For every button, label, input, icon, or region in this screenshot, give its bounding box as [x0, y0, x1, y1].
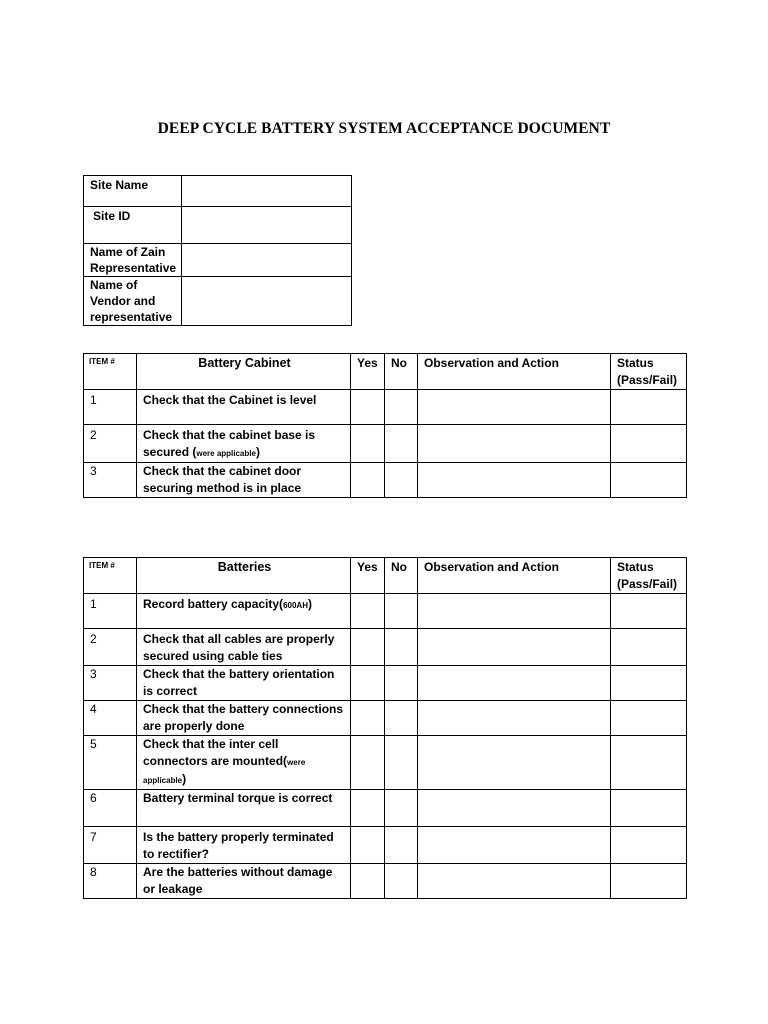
item-note: 600AH: [283, 601, 308, 610]
status-cell[interactable]: [611, 629, 687, 666]
item-number: 8: [84, 864, 137, 899]
table-row: [84, 666, 687, 701]
item-number-header: ITEM #: [84, 354, 137, 390]
observation-cell[interactable]: [418, 629, 611, 666]
item-text: Battery terminal torque is correct: [143, 791, 333, 805]
site-info-row: [84, 244, 352, 277]
vendor-representative-field[interactable]: [182, 277, 352, 326]
item-number: 1: [84, 594, 137, 629]
observation-cell[interactable]: [418, 790, 611, 827]
item-description: [137, 463, 351, 498]
table-row: [84, 594, 687, 629]
batteries-table: [83, 557, 687, 899]
no-cell[interactable]: [385, 736, 418, 790]
item-description: [137, 390, 351, 425]
yes-cell[interactable]: [351, 425, 385, 463]
table-row: [84, 463, 687, 498]
item-description: [137, 790, 351, 827]
item-text-tail: ): [307, 597, 312, 611]
table-row: [84, 790, 687, 827]
item-number: 1: [84, 390, 137, 425]
item-number: 4: [84, 701, 137, 736]
yes-cell[interactable]: [351, 666, 385, 701]
observation-cell[interactable]: [418, 425, 611, 463]
item-number: 6: [84, 790, 137, 827]
yes-header: Yes: [351, 354, 385, 390]
item-description: [137, 827, 351, 864]
no-cell[interactable]: [385, 390, 418, 425]
yes-cell[interactable]: [351, 463, 385, 498]
no-cell[interactable]: [385, 425, 418, 463]
item-description: [137, 629, 351, 666]
item-description: [137, 666, 351, 701]
item-text: Check that the inter cell connectors are mounted(: [143, 737, 288, 768]
status-cell[interactable]: [611, 827, 687, 864]
category-header: Batteries: [137, 558, 351, 594]
no-cell[interactable]: [385, 666, 418, 701]
no-header: No: [385, 558, 418, 594]
site-info-row: [84, 277, 352, 326]
status-cell[interactable]: [611, 594, 687, 629]
item-text: Check that the battery connections are properly done: [143, 702, 344, 733]
status-cell[interactable]: [611, 701, 687, 736]
table-header-row: [84, 558, 687, 594]
item-text: Check that the cabinet base is secured (: [143, 428, 316, 459]
item-description: [137, 594, 351, 629]
item-number: 3: [84, 666, 137, 701]
no-cell[interactable]: [385, 864, 418, 899]
status-header: Status (Pass/Fail): [611, 558, 687, 594]
status-cell[interactable]: [611, 463, 687, 498]
yes-cell[interactable]: [351, 790, 385, 827]
observation-cell[interactable]: [418, 736, 611, 790]
category-header: Battery Cabinet: [137, 354, 351, 390]
item-number: 7: [84, 827, 137, 864]
yes-cell[interactable]: [351, 827, 385, 864]
item-note: were applicable: [143, 758, 306, 785]
document-title: DEEP CYCLE BATTERY SYSTEM ACCEPTANCE DOCUMENT: [157, 120, 611, 137]
observation-cell[interactable]: [418, 701, 611, 736]
zain-representative-field[interactable]: [182, 244, 352, 277]
battery-cabinet-table: [83, 353, 687, 498]
site-info-row: [84, 176, 352, 207]
table-row: [84, 736, 687, 790]
status-cell[interactable]: [611, 790, 687, 827]
item-text: Check that the Cabinet is level: [143, 393, 317, 407]
vendor-representative-label: Name of Vendor and representative: [84, 277, 182, 326]
status-header: Status (Pass/Fail): [611, 354, 687, 390]
item-number: 3: [84, 463, 137, 498]
item-text: Are the batteries without damage or leakage: [143, 865, 333, 896]
item-description: [137, 425, 351, 463]
status-cell[interactable]: [611, 666, 687, 701]
observation-cell[interactable]: [418, 463, 611, 498]
status-cell[interactable]: [611, 736, 687, 790]
item-text: Record battery capacity(: [143, 597, 284, 611]
item-note: were applicable: [196, 449, 256, 458]
observation-header: Observation and Action: [418, 354, 611, 390]
status-cell[interactable]: [611, 390, 687, 425]
no-header: No: [385, 354, 418, 390]
table-row: [84, 629, 687, 666]
item-text: Is the battery properly terminated to rectifier?: [143, 830, 334, 861]
site-id-label: Site ID: [84, 207, 182, 244]
no-cell[interactable]: [385, 629, 418, 666]
observation-cell[interactable]: [418, 666, 611, 701]
item-text: Check that the battery orientation is correct: [143, 667, 335, 698]
site-id-field[interactable]: [182, 207, 352, 244]
no-cell[interactable]: [385, 463, 418, 498]
no-cell[interactable]: [385, 701, 418, 736]
item-number-header: ITEM #: [84, 558, 137, 594]
observation-cell[interactable]: [418, 594, 611, 629]
status-cell[interactable]: [611, 864, 687, 899]
item-number: 2: [84, 629, 137, 666]
no-cell[interactable]: [385, 827, 418, 864]
table-row: [84, 827, 687, 864]
item-description: [137, 864, 351, 899]
status-cell[interactable]: [611, 425, 687, 463]
item-text-tail: ): [182, 772, 187, 786]
item-description: [137, 701, 351, 736]
yes-cell[interactable]: [351, 736, 385, 790]
no-cell[interactable]: [385, 594, 418, 629]
observation-header: Observation and Action: [418, 558, 611, 594]
table-header-row: [84, 354, 687, 390]
site-info-table: [83, 175, 352, 326]
site-name-label: Site Name: [84, 176, 182, 207]
item-text-tail: ): [255, 445, 260, 459]
item-text: Check that all cables are properly secured using cable ties: [143, 632, 335, 663]
table-row: [84, 864, 687, 899]
no-cell[interactable]: [385, 790, 418, 827]
site-name-field[interactable]: [182, 176, 352, 207]
observation-cell[interactable]: [418, 864, 611, 899]
observation-cell[interactable]: [418, 390, 611, 425]
table-row: [84, 390, 687, 425]
item-number: 5: [84, 736, 137, 790]
item-text: Check that the cabinet door securing method is in place: [143, 464, 302, 495]
item-description: [137, 736, 351, 790]
site-info-row: [84, 207, 352, 244]
zain-representative-label: Name of Zain Representative: [84, 244, 182, 277]
table-row: [84, 425, 687, 463]
table-row: [84, 701, 687, 736]
yes-cell[interactable]: [351, 701, 385, 736]
observation-cell[interactable]: [418, 827, 611, 864]
yes-header: Yes: [351, 558, 385, 594]
yes-cell[interactable]: [351, 594, 385, 629]
yes-cell[interactable]: [351, 390, 385, 425]
yes-cell[interactable]: [351, 864, 385, 899]
item-number: 2: [84, 425, 137, 463]
yes-cell[interactable]: [351, 629, 385, 666]
